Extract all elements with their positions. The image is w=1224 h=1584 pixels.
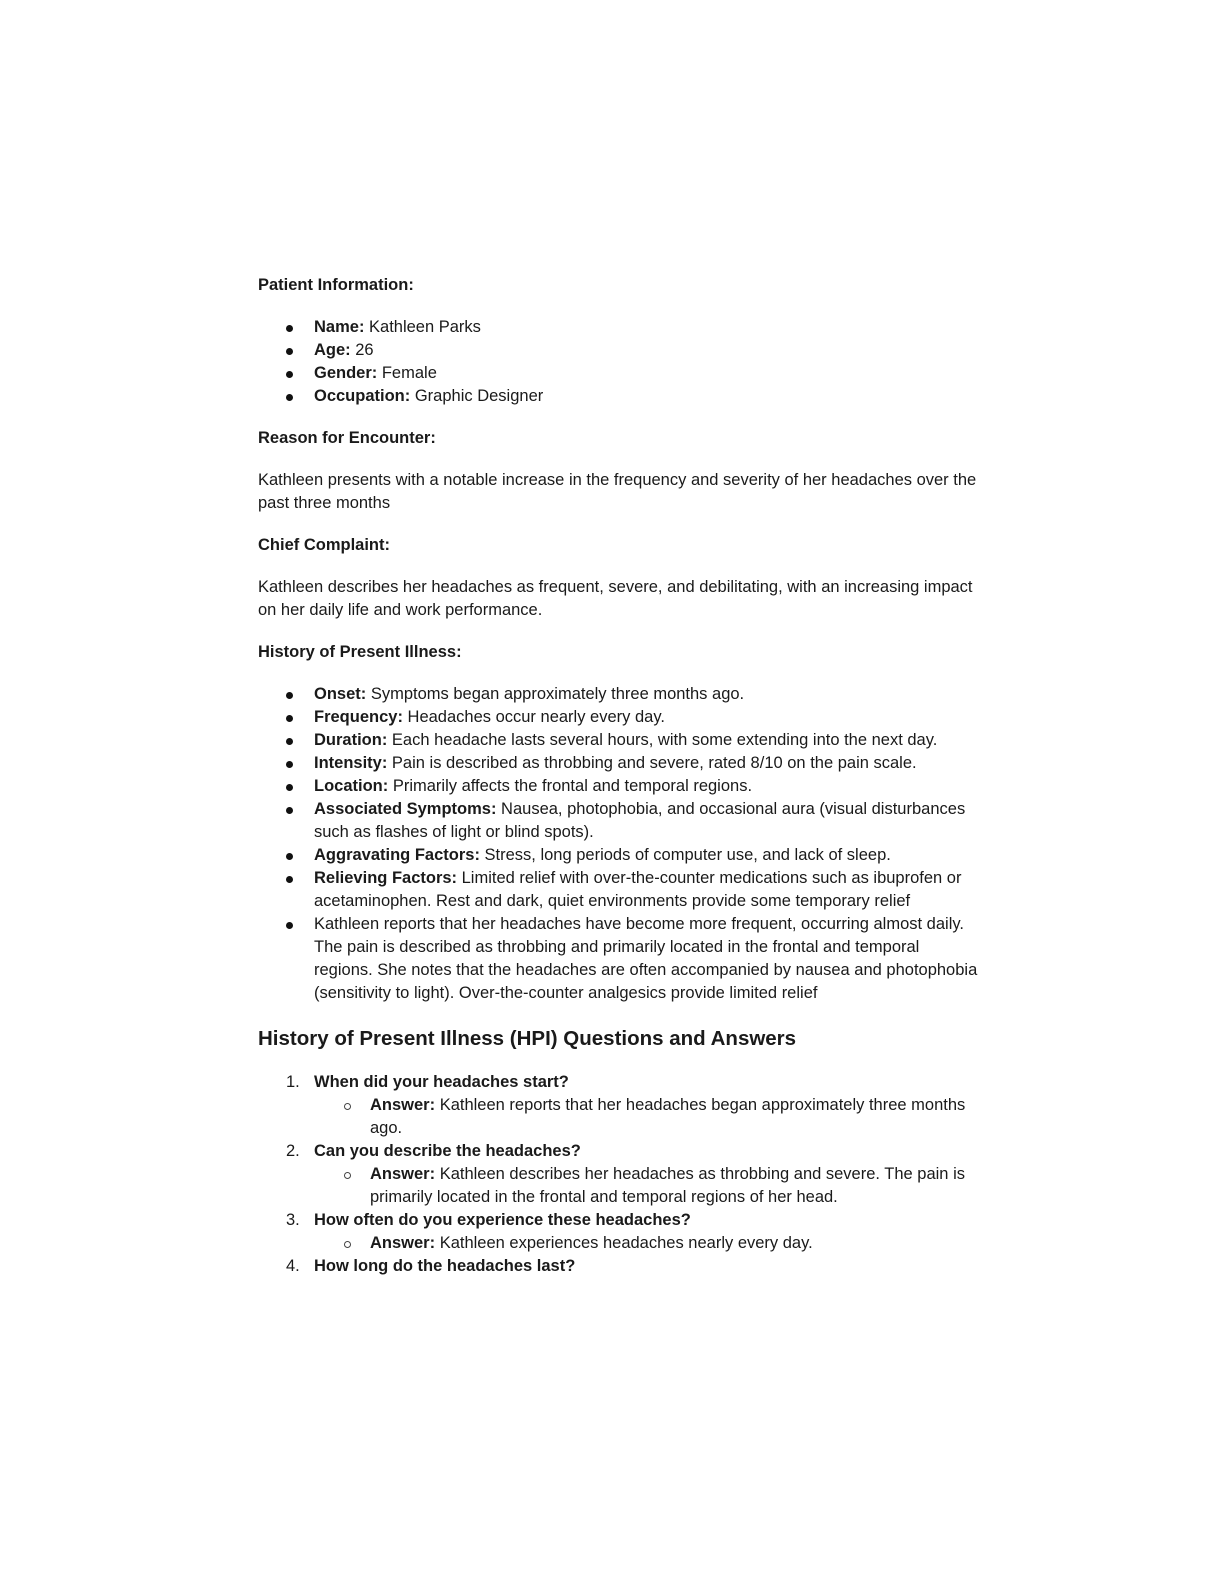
question-number: 2. [286, 1142, 300, 1160]
bullet-icon [286, 853, 293, 860]
list-item [258, 339, 978, 362]
hpi-qa-heading: History of Present Illness (HPI) Questions and Answers [258, 1027, 797, 1050]
answer-item [314, 1094, 978, 1140]
circle-bullet-icon [344, 1241, 351, 1248]
question-item [258, 1071, 978, 1140]
bullet-icon [286, 325, 293, 332]
item-value: Female [377, 364, 437, 382]
item-label: Age: [314, 341, 351, 359]
item-value: Pain is described as throbbing and severe, rated 8/10 on the pain scale. [387, 754, 917, 772]
question-number: 1. [286, 1073, 300, 1091]
item-label: Frequency: [314, 708, 403, 726]
circle-bullet-icon [344, 1103, 351, 1110]
chief-complaint-heading: Chief Complaint: [258, 536, 390, 554]
bullet-icon [286, 371, 293, 378]
list-item [258, 385, 978, 408]
question-item [258, 1209, 978, 1255]
bullet-icon [286, 715, 293, 722]
question-text: How often do you experience these headaches? [314, 1211, 691, 1229]
hpi-heading: History of Present Illness: [258, 643, 462, 661]
question-item [258, 1255, 978, 1278]
bullet-icon [286, 738, 293, 745]
answer-label: Answer: [370, 1234, 436, 1252]
item-value: Stress, long periods of computer use, and lack of sleep. [479, 846, 891, 864]
answer-text: Kathleen describes her headaches as throbbing and severe. The pain is primarily located in the frontal and temporal regions of her head. [370, 1165, 965, 1206]
bullet-icon [286, 922, 293, 929]
answer-text: Kathleen experiences headaches nearly every day. [435, 1234, 813, 1252]
bullet-icon [286, 692, 293, 699]
item-label: Associated Symptoms: [314, 800, 497, 818]
item-label: Aggravating Factors: [314, 846, 480, 864]
item-value: Kathleen reports that her headaches have become more frequent, occurring almost daily. The pain is described as throbbing and primarily located in the frontal and temporal regions. She notes that the headaches are often accompanied by nausea and photophobia (sensitivity to light). Over-the-counter analgesics provide limited relief [314, 915, 978, 1002]
circle-bullet-icon [344, 1172, 351, 1179]
question-item [258, 1140, 978, 1209]
bullet-icon [286, 807, 293, 814]
bullet-icon [286, 348, 293, 355]
item-value: Limited relief with over-the-counter medications such as ibuprofen or acetaminophen. Rest and dark, quiet environments provide some temporary relief [314, 869, 962, 910]
question-number: 3. [286, 1211, 300, 1229]
item-label: Onset: [314, 685, 367, 703]
item-label: Duration: [314, 731, 388, 749]
item-value: Headaches occur nearly every day. [402, 708, 665, 726]
patient-info-list [258, 316, 978, 408]
item-label: Location: [314, 777, 389, 795]
item-value: Nausea, photophobia, and occasional aura (visual disturbances such as flashes of light or blind spots). [314, 800, 966, 841]
document-page [258, 274, 978, 1278]
list-item [258, 706, 978, 729]
answer-item [314, 1163, 978, 1209]
list-item [258, 913, 978, 1005]
list-item [258, 362, 978, 385]
item-value: Each headache lasts several hours, with some extending into the next day. [387, 731, 938, 749]
item-label: Intensity: [314, 754, 388, 772]
bullet-icon [286, 394, 293, 401]
item-label: Gender: [314, 364, 378, 382]
answer-label: Answer: [370, 1165, 436, 1183]
bullet-icon [286, 876, 293, 883]
reason-heading: Reason for Encounter: [258, 429, 436, 447]
item-label: Name: [314, 318, 365, 336]
item-value: 26 [350, 341, 374, 359]
item-label: Occupation: [314, 387, 411, 405]
question-text: Can you describe the headaches? [314, 1142, 581, 1160]
patient-info-heading: Patient Information: [258, 276, 414, 294]
list-item [258, 752, 978, 775]
answer-label: Answer: [370, 1096, 436, 1114]
item-value: Graphic Designer [410, 387, 544, 405]
item-value: Symptoms began approximately three months ago. [366, 685, 745, 703]
question-text: How long do the headaches last? [314, 1257, 576, 1275]
list-item [258, 316, 978, 339]
list-item [258, 798, 978, 844]
reason-text: Kathleen presents with a notable increase in the frequency and severity of her headaches over the past three months [258, 471, 977, 512]
list-item [258, 867, 978, 913]
answer-list [314, 1163, 978, 1209]
hpi-list [258, 683, 978, 1005]
answer-item [314, 1232, 978, 1255]
chief-complaint-text: Kathleen describes her headaches as frequent, severe, and debilitating, with an increasing impact on her daily life and work performance. [258, 578, 973, 619]
item-value: Kathleen Parks [364, 318, 481, 336]
question-number: 4. [286, 1257, 300, 1275]
bullet-icon [286, 784, 293, 791]
list-item [258, 683, 978, 706]
list-item [258, 729, 978, 752]
item-value: Primarily affects the frontal and temporal regions. [388, 777, 753, 795]
answer-list [314, 1232, 978, 1255]
item-label: Relieving Factors: [314, 869, 458, 887]
hpi-qa-list [258, 1071, 978, 1278]
answer-list [314, 1094, 978, 1140]
list-item [258, 775, 978, 798]
question-text: When did your headaches start? [314, 1073, 569, 1091]
bullet-icon [286, 761, 293, 768]
list-item [258, 844, 978, 867]
answer-text: Kathleen reports that her headaches began approximately three months ago. [370, 1096, 966, 1137]
